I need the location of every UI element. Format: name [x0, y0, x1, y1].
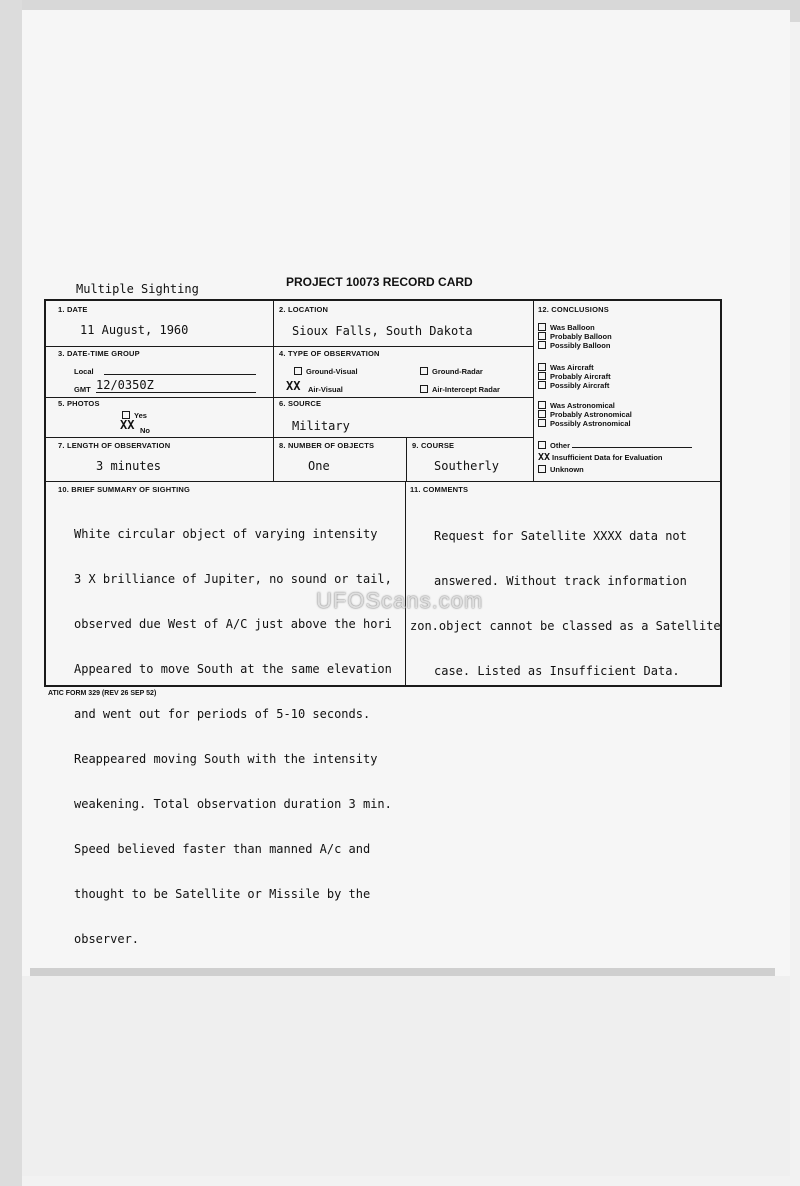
summary-line: 3 X brilliance of Jupiter, no sound or tail,: [74, 572, 392, 586]
conclusion-text: Insufficient Data for Evaluation: [552, 453, 663, 462]
conclusion-option: [538, 363, 611, 372]
conclusion-option: [538, 419, 632, 428]
photos-yes-label: Yes: [134, 411, 147, 420]
summary-line: observed due West of A/C just above the hori: [74, 617, 392, 631]
ground-visual-option: [294, 367, 358, 376]
conclusion-text: Was Balloon: [550, 323, 595, 332]
date-label: 1. DATE: [58, 305, 88, 314]
date-value: 11 August, 1960: [80, 323, 189, 337]
summary-line: Reappeared moving South with the intensity: [74, 752, 378, 766]
checkbox-icon: [538, 401, 546, 409]
conclusion-text: Was Aircraft: [550, 363, 594, 372]
source-label: 6. SOURCE: [279, 399, 322, 408]
conclusions-label: 12. CONCLUSIONS: [538, 305, 609, 314]
conclusion-text: Was Astronomical: [550, 401, 615, 410]
comments-line: answered. Without track information: [434, 574, 687, 588]
summary-line: White circular object of varying intensity: [74, 527, 378, 541]
comments-line: zon.object cannot be classed as a Satellite: [410, 619, 721, 633]
summary-line: thought to be Satellite or Missile by the: [74, 887, 371, 901]
checkbox-icon: [538, 465, 546, 473]
ground-visual-label: Ground-Visual: [306, 367, 358, 376]
length-label: 7. LENGTH OF OBSERVATION: [58, 441, 171, 450]
grid-line: [406, 437, 407, 481]
comments-line: case. Listed as Insufficient Data.: [434, 664, 680, 678]
conclusions-aircraft-group: [538, 363, 611, 390]
summary-line: weakening. Total observation duration 3 min.: [74, 797, 392, 811]
summary-line: Appeared to move South at the same elevation: [74, 662, 392, 676]
summary-text: [74, 497, 392, 977]
gmt-line: [96, 392, 256, 393]
grid-line: [273, 301, 274, 481]
ground-radar-label: Ground-Radar: [432, 367, 483, 376]
grid-line: [46, 481, 720, 482]
location-label: 2. LOCATION: [279, 305, 329, 314]
summary-line: observer.: [74, 932, 140, 946]
photos-no-mark: XX: [120, 418, 135, 432]
air-visual-label: Air-Visual: [308, 385, 343, 394]
checkbox-icon: [538, 341, 546, 349]
card-title: PROJECT 10073 RECORD CARD: [286, 275, 473, 289]
watermark: UFOScans.com: [316, 588, 484, 613]
grid-line: [405, 481, 406, 685]
length-value: 3 minutes: [96, 459, 162, 473]
form-footer: ATIC FORM 329 (REV 26 SEP 52): [48, 690, 157, 697]
conclusion-option: [538, 401, 632, 410]
photos-no-label: No: [140, 426, 150, 435]
objects-value: One: [308, 459, 330, 473]
local-label: Local: [74, 367, 94, 376]
conclusion-option: [538, 465, 692, 474]
grid-line: [533, 301, 534, 481]
conclusion-option: [538, 450, 692, 465]
source-value: Military: [292, 419, 350, 433]
pretitle: Multiple Sighting: [76, 282, 199, 296]
observation-type-label: 4. TYPE OF OBSERVATION: [279, 349, 380, 358]
location-value: Sioux Falls, South Dakota: [292, 324, 473, 338]
checkbox-icon: [420, 367, 428, 375]
datetime-label: 3. DATE-TIME GROUP: [58, 349, 140, 358]
conclusion-option: [538, 441, 692, 450]
checkbox-icon: [420, 385, 428, 393]
checkbox-icon: [538, 410, 546, 418]
conclusion-text: Possibly Balloon: [550, 341, 611, 350]
conclusion-text: Possibly Aircraft: [550, 381, 610, 390]
air-intercept-option: [420, 385, 500, 394]
grid-line: [46, 397, 533, 398]
conclusions-astronomical-group: [538, 401, 632, 428]
conclusions-other-group: [538, 441, 692, 474]
conclusion-text: Probably Balloon: [550, 332, 612, 341]
conclusion-option: [538, 372, 611, 381]
conclusion-option: [538, 332, 612, 341]
conclusion-text: Probably Astronomical: [550, 410, 632, 419]
checkbox-icon: [538, 372, 546, 380]
conclusion-option: [538, 341, 612, 350]
air-intercept-label: Air-Intercept Radar: [432, 385, 500, 394]
conclusion-text: Probably Aircraft: [550, 372, 611, 381]
conclusion-option: [538, 410, 632, 419]
checkbox-icon: [294, 367, 302, 375]
insufficient-mark: XX: [538, 452, 551, 463]
grid-line: [46, 437, 533, 438]
air-visual-option: [308, 385, 343, 394]
objects-label: 8. NUMBER OF OBJECTS: [279, 441, 375, 450]
gmt-value: 12/0350Z: [96, 378, 154, 392]
summary-label: 10. BRIEF SUMMARY OF SIGHTING: [58, 485, 191, 494]
scan-edge-left: [0, 0, 22, 1186]
summary-line: and went out for periods of 5-10 seconds.: [74, 707, 371, 721]
course-value: Southerly: [434, 459, 500, 473]
conclusion-text: Unknown: [550, 465, 584, 474]
checkbox-icon: [538, 441, 546, 449]
checkbox-icon: [538, 323, 546, 331]
checkbox-icon: [538, 332, 546, 340]
local-line: [104, 374, 256, 375]
gmt-label: GMT: [74, 385, 91, 394]
summary-line: Speed believed faster than manned A/c and: [74, 842, 371, 856]
course-label: 9. COURSE: [412, 441, 455, 450]
comments-label: 11. COMMENTS: [410, 485, 469, 494]
photos-label: 5. PHOTOS: [58, 399, 100, 408]
photos-no-option: [140, 426, 150, 435]
conclusion-option: [538, 323, 612, 332]
conclusion-text: Other: [550, 441, 571, 450]
conclusions-balloon-group: [538, 323, 612, 350]
next-page-edge: [22, 976, 790, 1176]
grid-line: [46, 346, 533, 347]
comments-line: Request for Satellite XXXX data not: [434, 529, 687, 543]
checkbox-icon: [538, 363, 546, 371]
ground-radar-option: [420, 367, 483, 376]
checkbox-icon: [538, 419, 546, 427]
conclusion-text: Possibly Astronomical: [550, 419, 631, 428]
checkbox-icon: [538, 381, 546, 389]
air-visual-mark: XX: [286, 379, 301, 393]
other-line: [572, 447, 692, 448]
conclusion-option: [538, 381, 611, 390]
